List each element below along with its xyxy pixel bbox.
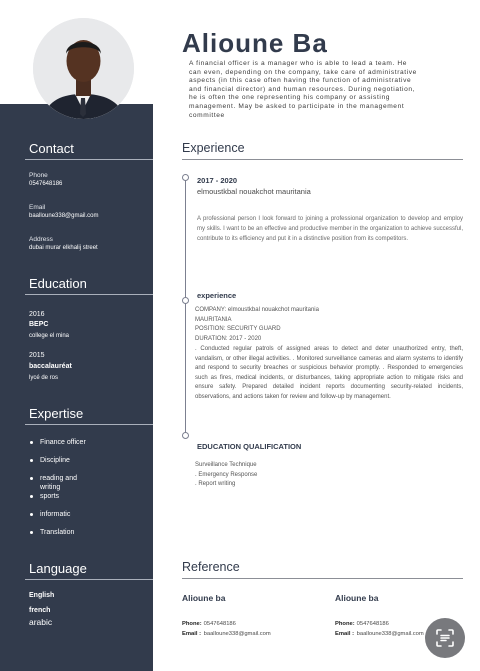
language-divider	[25, 579, 153, 580]
experience-duties: . Conducted regular patrols of assigned areas to detect and deter unauthorized entry, theft, vandalism, or other illegal activities. . Monitored surveillance cameras and alarm systems to identify and respond to security breaches or suspicious behavior promptly. . Responded to emergencies such as fires, medical incidents, or disturbances, taking appropriate action to mitigate risks and ensure safety. Prepared detailed incident reports documenting security-related incidents, observations, and actions taken for review and follow-up by management.	[195, 346, 463, 400]
experience-title: Experience	[182, 141, 245, 155]
experience-detail-line: MAURITANIA	[195, 316, 232, 323]
experience-description: A professional person I look forward to joining a professional organization to develop and employ my skills. I want to be an effective and productive member in the organization to achieve successful, contribute to its efficiency and put it in a distinctive position from its competitors.	[197, 216, 463, 242]
reference-email-value[interactable]: baalloune338@gmail.com	[356, 631, 424, 637]
person-portrait-icon	[33, 18, 134, 119]
timeline-line	[185, 180, 186, 437]
qualification-item: . Emergency Response	[195, 471, 258, 478]
contact-divider	[25, 159, 153, 160]
education-year: 2015	[29, 352, 45, 359]
education-school: college el mina	[29, 333, 70, 339]
scan-text-icon	[435, 628, 455, 648]
expertise-item: informatic	[29, 510, 139, 519]
experience-dates: 2017 - 2020	[197, 176, 238, 185]
profile-photo	[33, 18, 134, 119]
reference-email-value[interactable]: baalloune338@gmail.com	[203, 631, 271, 637]
experience-divider	[182, 159, 463, 160]
expertise-divider	[25, 424, 153, 425]
reference-phone	[335, 621, 389, 627]
expertise-item: sports	[29, 492, 139, 501]
contact-title: Contact	[29, 141, 74, 156]
timeline-dot	[182, 297, 189, 304]
timeline-dot	[182, 174, 189, 181]
qualification-item: . Report writing	[195, 481, 236, 487]
expertise-item: Discipline	[29, 456, 139, 465]
education-school: lycé de ros	[29, 375, 59, 381]
sidebar	[0, 104, 153, 671]
qualification-item: Surveillance Technique	[195, 462, 257, 468]
language-item: English	[29, 592, 55, 599]
education-degree: baccalauréat	[29, 363, 72, 370]
reference-email-label: Email :	[182, 631, 202, 637]
reference-title: Reference	[182, 560, 240, 574]
expertise-title: Expertise	[29, 406, 84, 421]
resume-name: Alioune Ba	[182, 28, 328, 58]
reference-phone-value: 0547648186	[356, 621, 389, 627]
experience-detail-line: POSITION: SECURITY GUARD	[195, 326, 281, 332]
scan-text-button[interactable]	[425, 618, 465, 658]
education-title: Education	[29, 276, 87, 291]
reference-phone-label: Phone:	[335, 621, 355, 627]
education-divider	[25, 294, 153, 295]
reference-divider	[182, 578, 463, 579]
qualification-list	[195, 461, 257, 490]
resume-summary: A financial officer is a manager who is able to lead a team. He can even, depending on the company, take care of administrative aspects (in this case often having the function of administrative and financial director) and human resources. During negotiation, he is often the one representing his company or assisting management. May be asked to participate in the management committee	[189, 60, 417, 119]
experience-details	[195, 306, 319, 344]
language-item: arabic	[29, 617, 53, 627]
experience-company: elmoustkbal nouakchot mauritania	[197, 187, 311, 196]
education-degree: BEPC	[29, 321, 49, 328]
qualification-heading: EDUCATION QUALIFICATION	[197, 442, 302, 451]
phone-value: 0547648186	[29, 181, 63, 187]
experience-heading: experience	[197, 291, 237, 300]
reference-name: Alioune ba	[182, 593, 226, 603]
experience-detail-line: COMPANY: elmoustkbal nouakchot mauritania	[195, 307, 319, 313]
reference-email	[182, 631, 271, 637]
language-title: Language	[29, 561, 87, 576]
reference-phone	[182, 621, 236, 627]
address-label: Address	[29, 236, 53, 243]
email-value[interactable]: baalloune338@gmail.com	[29, 213, 99, 219]
address-value: dubai murar elkhalij street	[29, 245, 98, 251]
education-year: 2016	[29, 311, 45, 318]
email-label: Email	[29, 204, 46, 211]
expertise-item: Finance officer	[29, 438, 99, 447]
reference-phone-label: Phone:	[182, 621, 202, 627]
experience-detail-line: DURATION: 2017 - 2020	[195, 335, 262, 342]
phone-label: Phone	[29, 172, 48, 179]
reference-name: Alioune ba	[335, 593, 379, 603]
timeline-dot	[182, 432, 189, 439]
reference-email	[335, 631, 424, 637]
expertise-item: reading and writing	[29, 474, 99, 492]
language-item: french	[29, 607, 51, 614]
reference-email-label: Email :	[335, 631, 355, 637]
reference-phone-value: 0547648186	[203, 621, 236, 627]
expertise-item: Translation	[29, 528, 139, 537]
